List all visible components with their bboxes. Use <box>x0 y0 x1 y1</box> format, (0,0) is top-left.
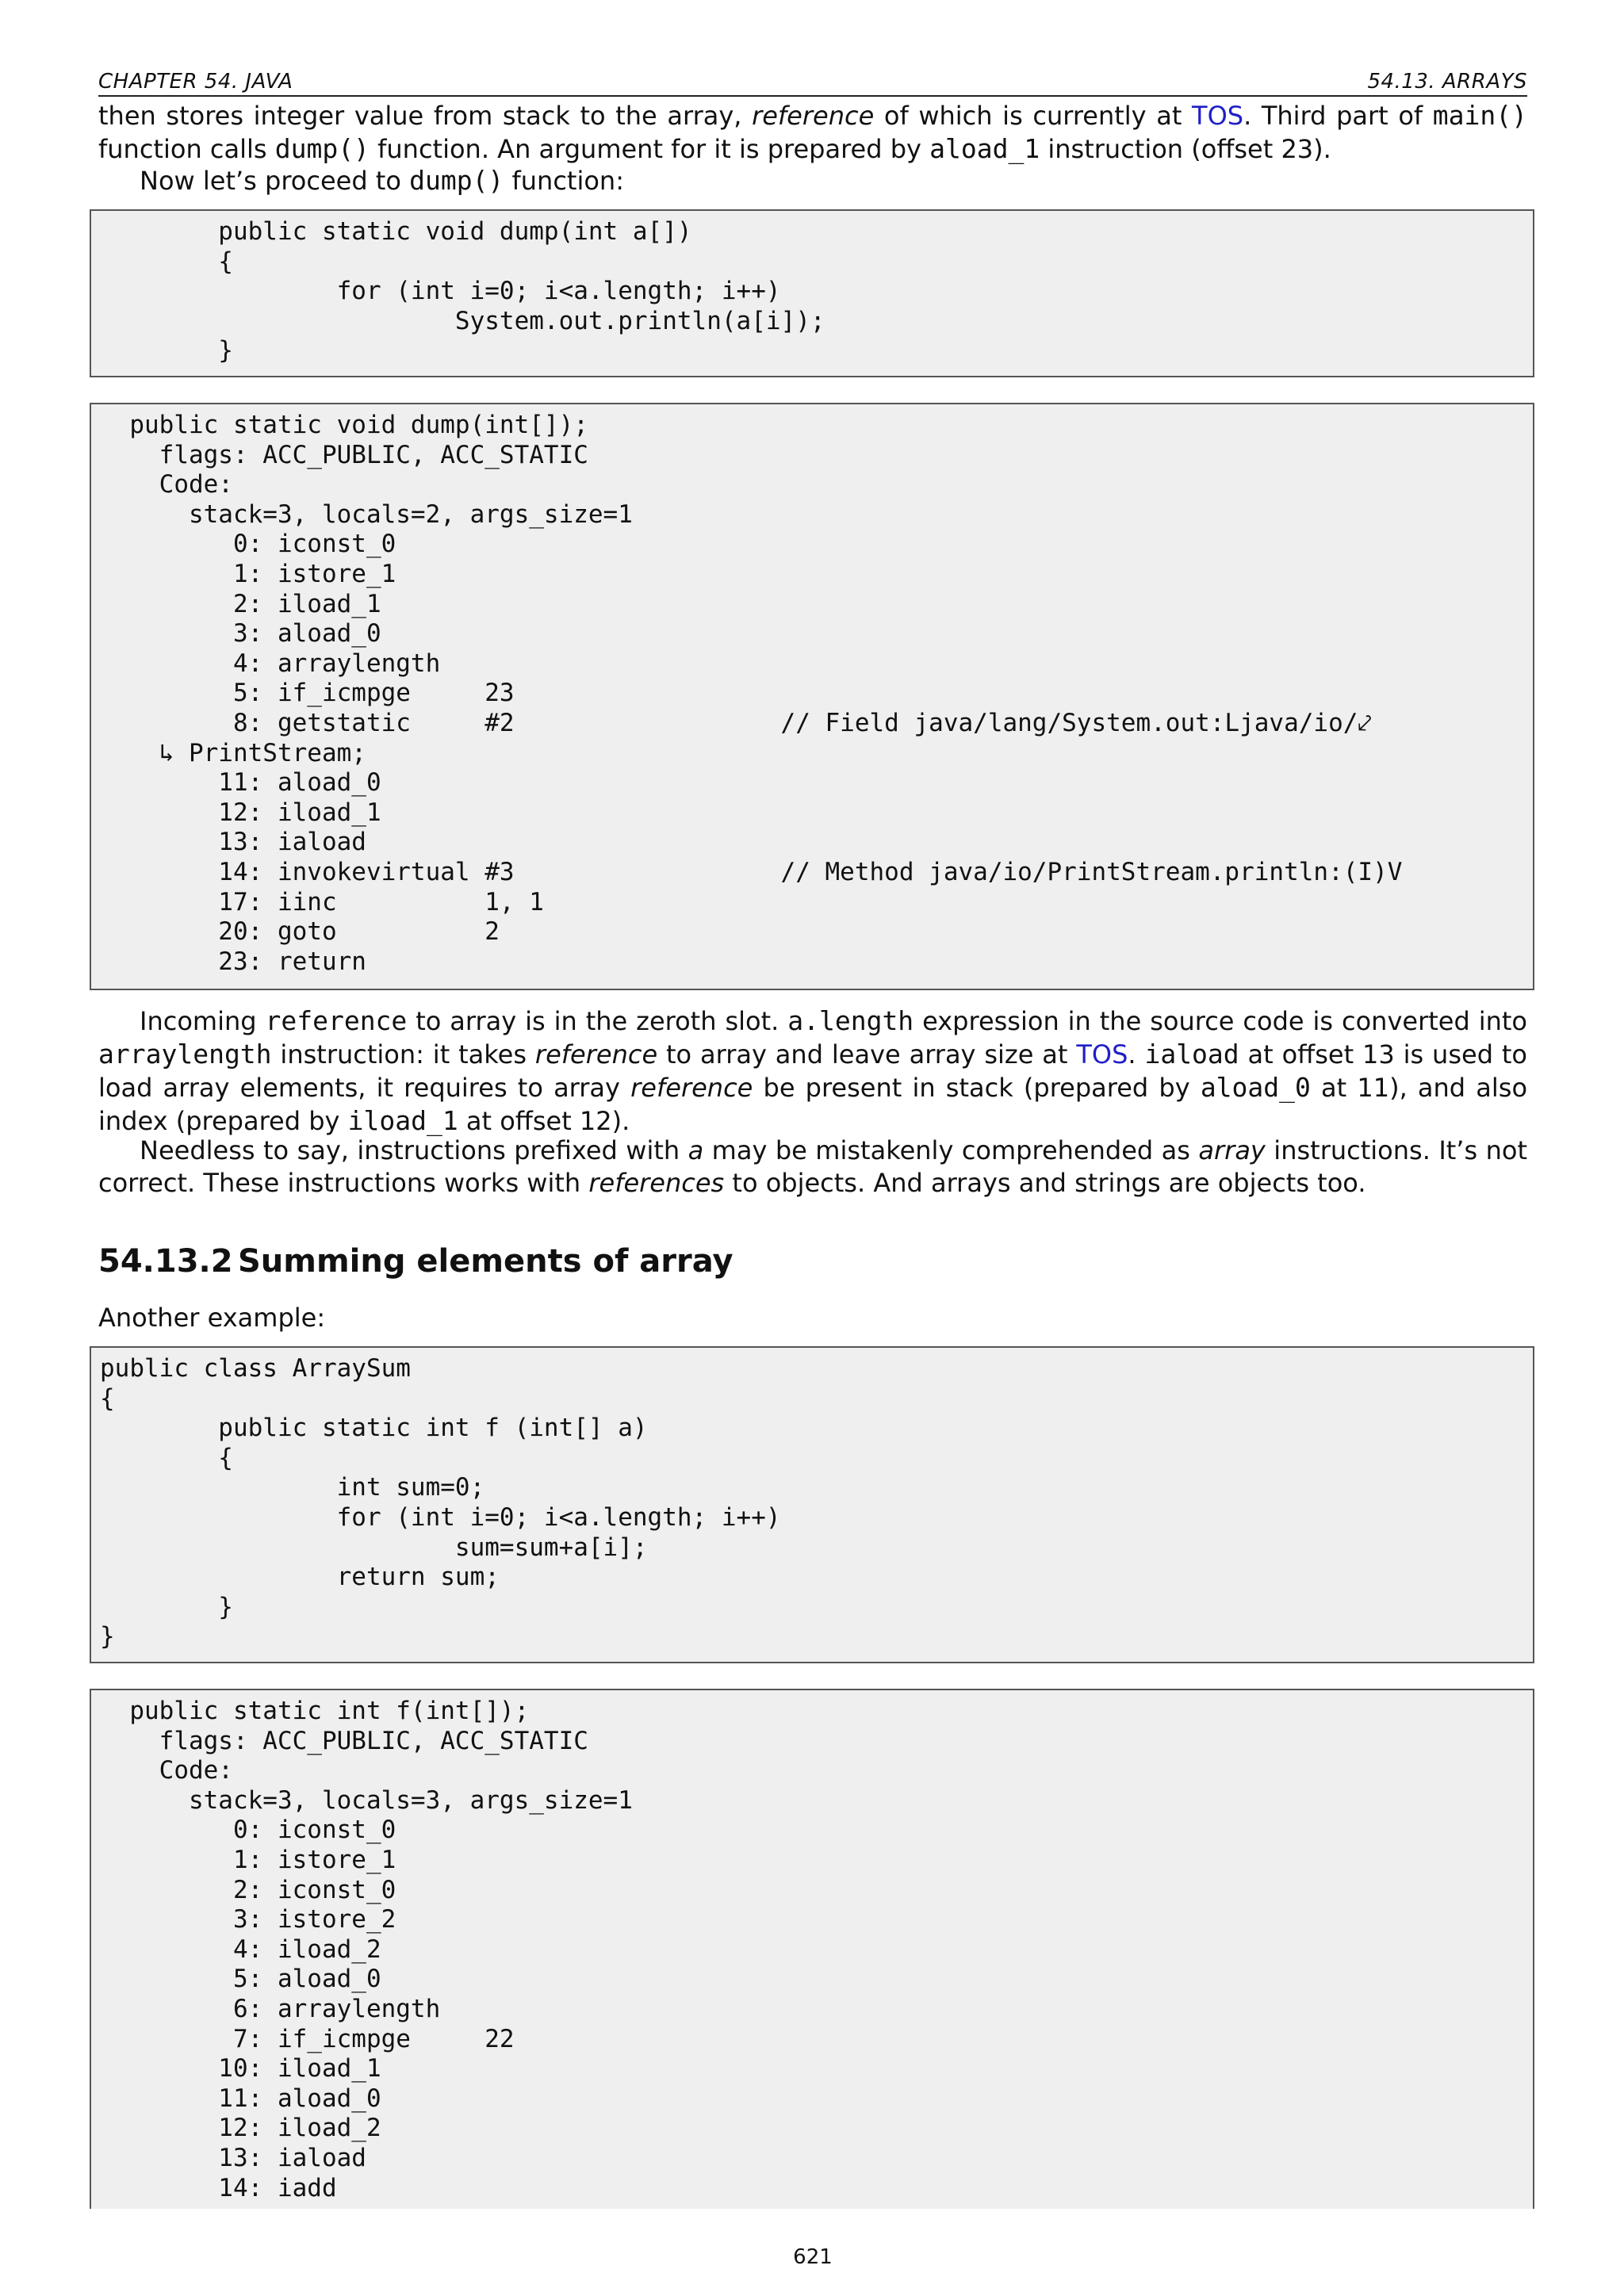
code-line: public static int f (int[] a) <box>100 1414 648 1443</box>
page-number: 621 <box>793 2245 833 2269</box>
code-line: Code: <box>100 470 233 499</box>
code-line: 4: iload_2 <box>100 1934 381 1964</box>
code-line: 8: getstatic #2 // Field java/lang/System.out:Ljava/io/⤦ <box>100 708 1372 737</box>
code-line: 12: iload_2 <box>100 2114 381 2143</box>
code-line: 4: arraylength <box>100 649 441 678</box>
code-line: 13: iaload <box>100 2143 366 2172</box>
code-line: 10: iload_1 <box>100 2054 381 2084</box>
code-line: } <box>100 1592 233 1621</box>
code-line: 13: iaload <box>100 828 366 857</box>
code-line: flags: ACC_PUBLIC, ACC_STATIC <box>100 440 588 469</box>
code-listing <box>91 1348 1533 1652</box>
code-line: 14: iadd <box>100 2173 337 2202</box>
code-line: for (int i=0; i<a.length; i++) <box>100 1502 781 1532</box>
another-example-text: Another example: <box>98 1303 326 1333</box>
code-line: ↳ PrintStream; <box>100 738 366 767</box>
code-block-arraysum-bytecode <box>90 1689 1534 2209</box>
section-heading <box>98 1242 733 1281</box>
document-page <box>98 0 1527 2296</box>
code-line: 11: aload_0 <box>100 2084 381 2113</box>
code-line: 0: iconst_0 <box>100 530 396 559</box>
code-line: sum=sum+a[i]; <box>100 1533 648 1562</box>
section-number: 54.13.2 <box>98 1243 233 1280</box>
code-line: 6: arraylength <box>100 1994 441 2023</box>
code-listing <box>91 1690 1533 2203</box>
code-line: stack=3, locals=3, args_size=1 <box>100 1785 633 1815</box>
code-line: public static void dump(int[]); <box>100 411 588 439</box>
code-line: System.out.println(a[i]); <box>100 306 825 335</box>
code-line: stack=3, locals=2, args_size=1 <box>100 499 633 529</box>
code-line: public static int f(int[]); <box>100 1697 530 1725</box>
code-line: 1: istore_1 <box>100 1845 396 1874</box>
code-block-arraysum-source <box>90 1346 1534 1663</box>
code-line: 14: invokevirtual #3 // Method java/io/PrintStream.println:(I)V <box>100 857 1403 886</box>
code-line: 2: iconst_0 <box>100 1875 396 1904</box>
running-header <box>98 68 1527 97</box>
code-block-dump-source <box>90 209 1534 377</box>
code-line: 3: istore_2 <box>100 1905 396 1934</box>
code-line: int sum=0; <box>100 1473 485 1502</box>
code-line: for (int i=0; i<a.length; i++) <box>100 277 781 306</box>
code-line: return sum; <box>100 1563 500 1592</box>
code-line: } <box>100 336 233 365</box>
code-line: 3: aload_0 <box>100 619 381 649</box>
code-line: 20: goto 2 <box>100 917 500 947</box>
header-chapter: CHAPTER 54. JAVA <box>98 70 293 94</box>
code-line: } <box>100 1622 115 1651</box>
code-line: public class ArraySum <box>100 1354 411 1383</box>
code-line: 23: return <box>100 947 366 976</box>
code-line: 5: aload_0 <box>100 1965 381 1994</box>
tos-link[interactable]: TOS <box>1192 101 1244 131</box>
section-title: Summing elements of array <box>238 1243 733 1280</box>
code-line: { <box>100 1443 233 1472</box>
code-line: public static void dump(int a[]) <box>100 217 692 246</box>
code-line: 11: aload_0 <box>100 768 381 798</box>
code-line: 17: iinc 1, 1 <box>100 887 544 916</box>
needless-paragraph: Needless to say, instructions prefixed with a may be mistakenly comprehended as array instructions. It’s not correct. These instructions works with references to objects. And arrays and strings are objects too. <box>98 1135 1528 1198</box>
header-section: 54.13. ARRAYS <box>1367 70 1527 94</box>
code-line: 12: iload_1 <box>100 798 381 827</box>
explain-paragraph: Incoming reference to array is in the zeroth slot. a.length expression in the source code is converted into arraylength instruction: it takes reference to array and leave array size at TOS. iaload at offset 13 is used to load array elements, it requires to array reference be present in stack (prepared by aload_0 at 11), and also index (prepared by iload_1 at offset 12). <box>98 1005 1528 1136</box>
code-line: 5: if_icmpge 23 <box>100 679 515 708</box>
code-block-dump-bytecode <box>90 403 1534 990</box>
code-line: { <box>100 247 233 276</box>
code-line: Code: <box>100 1756 233 1785</box>
code-listing <box>91 211 1533 366</box>
code-line: flags: ACC_PUBLIC, ACC_STATIC <box>100 1726 588 1755</box>
code-line: 0: iconst_0 <box>100 1816 396 1845</box>
code-line: 2: iload_1 <box>100 589 381 618</box>
code-line: 1: istore_1 <box>100 559 396 588</box>
intro-paragraph: then stores integer value from stack to the array, reference of which is currently at TOS. Third part of main() function calls dump() function. An argument for it is prepared by aload_1 instruction (offset 23). <box>98 100 1528 164</box>
proceed-paragraph: Now let’s proceed to dump() function: <box>140 165 624 196</box>
code-listing <box>91 404 1533 977</box>
code-line: { <box>100 1383 115 1413</box>
code-line: 7: if_icmpge 22 <box>100 2024 515 2053</box>
tos-link[interactable]: TOS <box>1076 1039 1128 1070</box>
